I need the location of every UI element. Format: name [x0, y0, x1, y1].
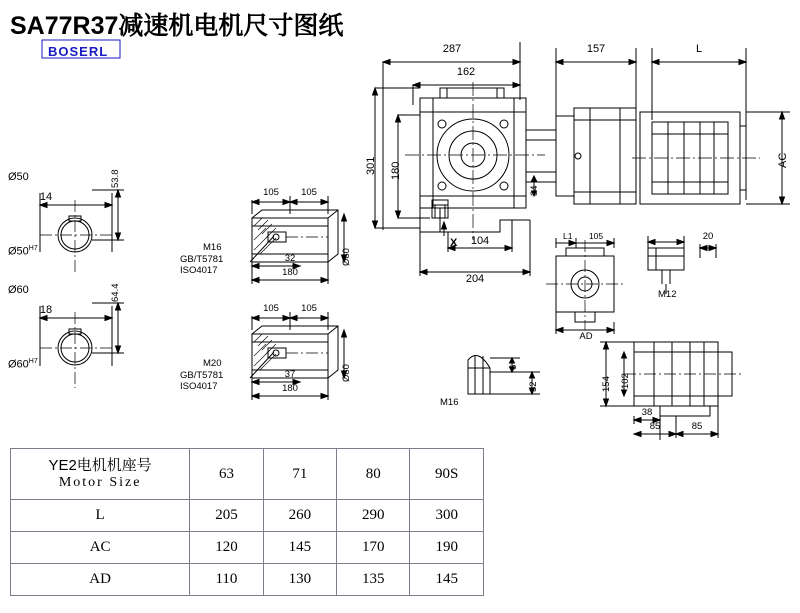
dim-105-L1: 105	[588, 231, 604, 241]
flange-top-std1: GB/T5781	[180, 254, 224, 265]
table-row-label-AC: AC	[11, 532, 190, 564]
dim-104: 104	[470, 235, 490, 247]
dim-L1: L1	[563, 231, 573, 241]
table-cell: 110	[190, 564, 263, 596]
dim-204: 204	[465, 273, 485, 285]
shaft-top-d50h7: $Ø50^{H7}$	[8, 245, 38, 258]
dim-34: 34	[529, 185, 540, 196]
dim-AC: AC	[777, 152, 789, 168]
flange-top-105b: 105	[301, 187, 317, 198]
flange-top-105a: 105	[263, 187, 279, 198]
table-row-label-AD: AD	[11, 564, 190, 596]
flange-bot-37: 37	[284, 369, 296, 380]
table-cell: 300	[410, 500, 484, 532]
shaft-bot-h644: 64.4	[110, 283, 121, 302]
shaft-top-d50: Ø50	[8, 171, 29, 183]
shaft-top-h538: 53.8	[110, 169, 121, 188]
table-cell: 260	[263, 500, 336, 532]
flange-bot-dia80: Ø80	[341, 364, 352, 382]
table-col-80: 80	[337, 449, 410, 500]
table-cell: 120	[190, 532, 263, 564]
table-col-63: 63	[190, 449, 263, 500]
dim-102: 102	[620, 373, 631, 389]
bolt-dim-6: 6	[508, 364, 519, 370]
page-title: SA77R37减速机电机尺寸图纸	[10, 12, 344, 40]
table-row-label-L: L	[11, 500, 190, 532]
flange-top-32: 32	[284, 253, 296, 264]
flange-bot-105b: 105	[301, 303, 317, 314]
flange-bot-std1: GB/T5781	[180, 370, 224, 381]
dim-287: 287	[442, 43, 462, 55]
table-row	[11, 449, 484, 500]
shaft-top-key-14: 14	[39, 191, 53, 203]
shaft-bot-d60: Ø60	[8, 284, 29, 296]
dim-180: 180	[390, 161, 402, 180]
flange-bot-bolt: M20	[203, 358, 222, 369]
flange-top-bolt: M16	[203, 242, 222, 253]
bolt-m16-label: M16	[440, 397, 459, 408]
flange-bot-105a: 105	[263, 303, 279, 314]
table-header-cell	[11, 449, 190, 500]
dim-162: 162	[456, 66, 476, 78]
bolt-dim-32: 32	[528, 381, 539, 392]
flange-top-dia80: Ø80	[341, 248, 352, 266]
dim-M12: M12	[658, 289, 677, 300]
table-row	[11, 532, 484, 564]
flange-bot-std2: ISO4017	[180, 381, 218, 392]
dim-154: 154	[601, 376, 612, 392]
table-cell: 130	[263, 564, 336, 596]
table-cell: 170	[337, 532, 410, 564]
table-cell: 145	[263, 532, 336, 564]
dim-301: 301	[365, 156, 377, 175]
flange-top-180: 180	[282, 267, 298, 278]
table-header-en: Motor Size	[58, 474, 142, 490]
dim-L: L	[695, 43, 703, 55]
table-row	[11, 564, 484, 596]
table-col-71: 71	[263, 449, 336, 500]
flange-bot-180: 180	[282, 383, 298, 394]
detail-mark-x: X	[450, 237, 458, 249]
dim-38: 38	[641, 407, 653, 418]
dim-157: 157	[586, 43, 606, 55]
shaft-bot-d60h7: $Ø60^{H7}$	[8, 358, 38, 371]
dim-20: 20	[702, 231, 714, 242]
shaft-bot-key-18: 18	[39, 304, 53, 316]
table-cell: 205	[190, 500, 263, 532]
table-cell: 190	[410, 532, 484, 564]
flange-top-std2: ISO4017	[180, 265, 218, 276]
table-col-90s: 90S	[410, 449, 484, 500]
dim-85-b: 85	[691, 421, 703, 432]
table-cell: 290	[337, 500, 410, 532]
table-cell: 135	[337, 564, 410, 596]
table-header-cn: YE2电机机座号	[48, 457, 152, 475]
table-row	[11, 500, 484, 532]
table-cell: 145	[410, 564, 484, 596]
dim-AD: AD	[579, 331, 593, 342]
brand-logo: BOSERL	[48, 44, 109, 59]
motor-size-table	[10, 448, 484, 596]
dim-85-a: 85	[649, 421, 661, 432]
